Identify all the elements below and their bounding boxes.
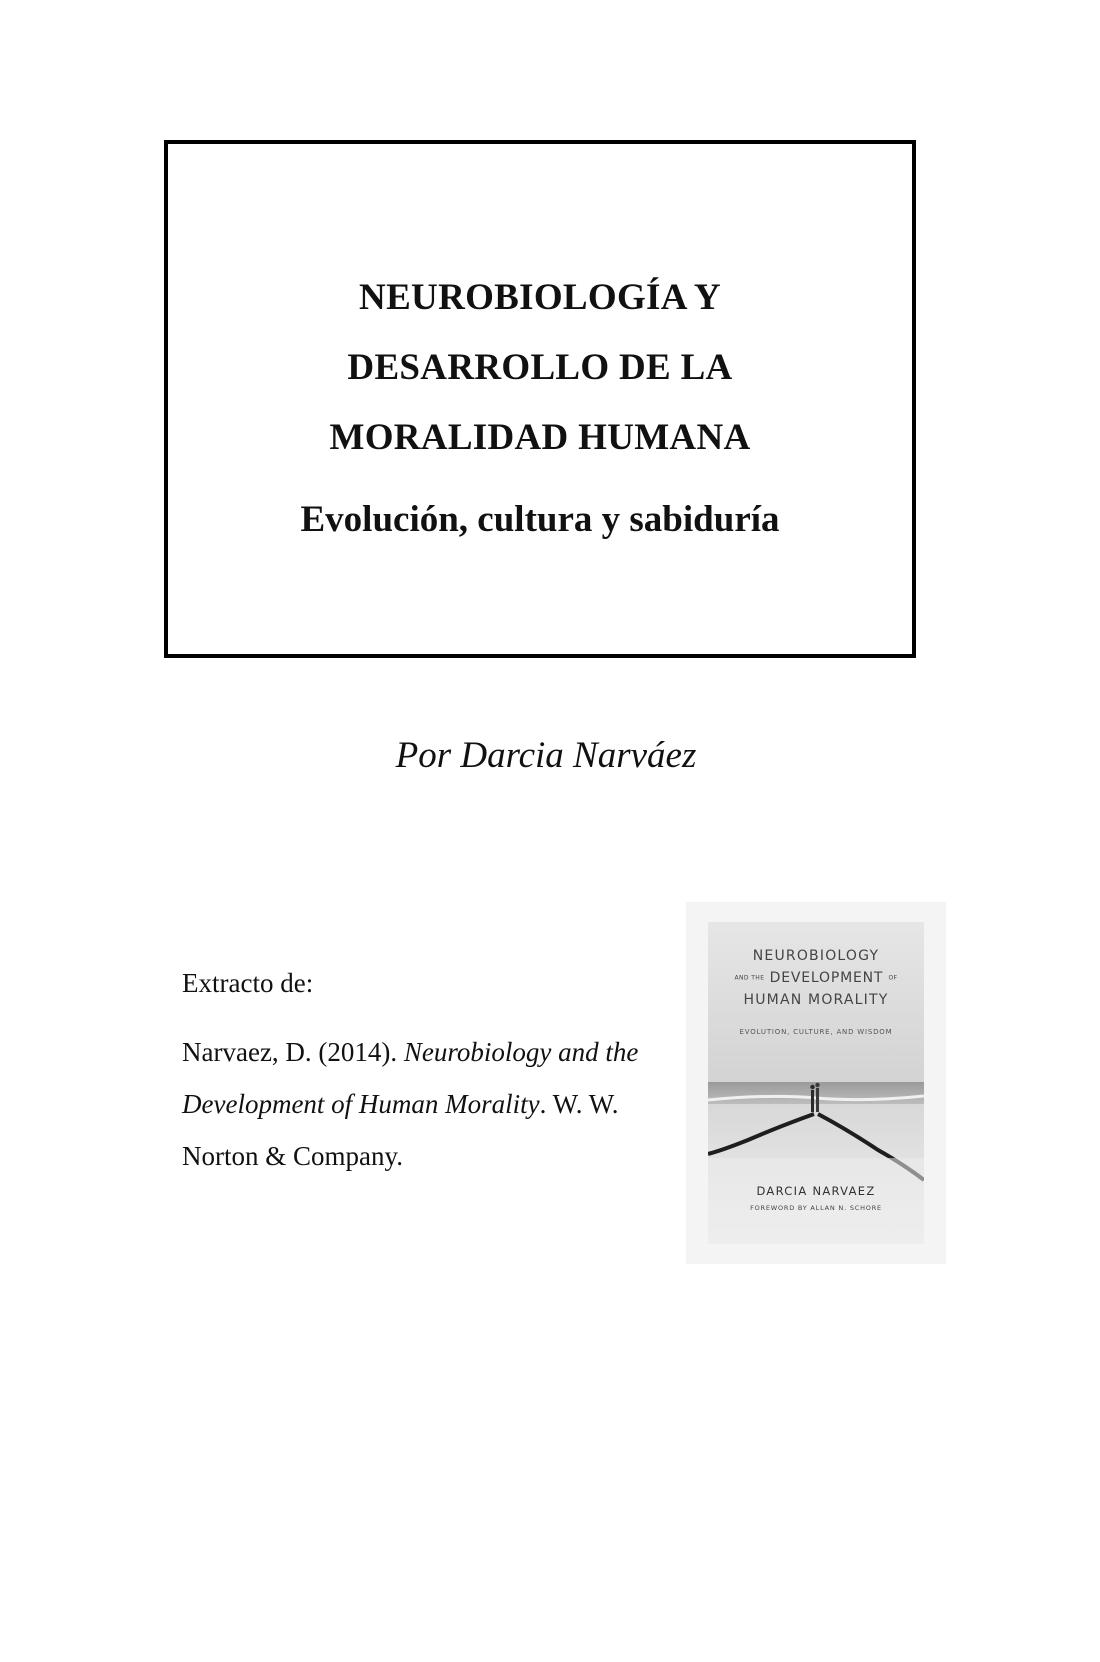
- subtitle: Evolución, cultura y sabiduría: [300, 499, 780, 540]
- excerpt-label: Extracto de:: [182, 968, 314, 998]
- title-box: [164, 140, 916, 658]
- cover-author: DARCIA NARVAEZ: [756, 1184, 876, 1198]
- cover-title-small-1: AND THE: [734, 974, 765, 982]
- title-line-1: NEUROBIOLOGÍA Y: [359, 277, 721, 318]
- citation: [182, 1026, 682, 1182]
- citation-title: Neurobiology and the Development of Human Morality: [182, 1037, 639, 1119]
- citation-publisher: . W. W. Norton & Company.: [182, 1089, 619, 1171]
- cover-title-line-1: NEUROBIOLOGY: [752, 948, 880, 964]
- cover-title-main: DEVELOPMENT: [769, 970, 884, 986]
- cover-title-line-3: HUMAN MORALITY: [743, 992, 889, 1008]
- book-cover: [708, 922, 924, 1244]
- author-line: Por Darcia Narváez: [395, 735, 697, 776]
- cover-subtitle: EVOLUTION, CULTURE, AND WISDOM: [739, 1028, 893, 1036]
- cover-foreword: FOREWORD BY ALLAN N. SCHORE: [750, 1204, 882, 1212]
- cover-title-small-2: OF: [888, 974, 898, 982]
- cover-title-line-2: [708, 970, 924, 986]
- citation-author: Narvaez, D. (2014).: [182, 1037, 404, 1067]
- book-cover-image: [686, 902, 946, 1264]
- title-line-2: DESARROLLO DE LA: [347, 347, 733, 388]
- title-line-3: MORALIDAD HUMANA: [329, 417, 751, 458]
